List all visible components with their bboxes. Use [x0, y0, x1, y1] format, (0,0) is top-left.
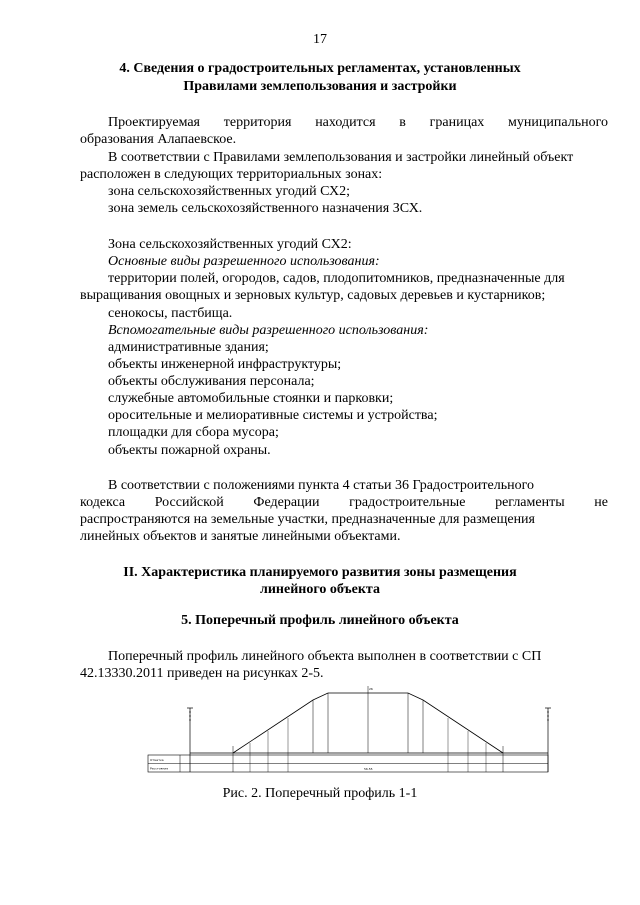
- para3-word: кодекса: [80, 495, 126, 510]
- part2-heading-line1: II. Характеристика планируемого развития зоны размещения: [123, 565, 517, 580]
- para1-word: в: [399, 115, 406, 130]
- section5-heading: 5. Поперечный профиль линейного объекта: [181, 613, 459, 628]
- table-row-label-top: Отметка: [150, 758, 164, 762]
- para3-word: градостроительные: [349, 495, 466, 510]
- para3-word: не: [594, 495, 608, 510]
- para3-line1: В соответствии с положениями пункта 4 статьи 36 Градостроительного: [108, 478, 535, 493]
- table-row-label-bottom: Расстояние: [150, 766, 169, 771]
- aux-use-item: площадки для сбора мусора;: [108, 425, 279, 440]
- aux-use-item: объекты инженерной инфраструктуры;: [108, 357, 342, 372]
- para1-word: Проектируемая: [108, 115, 200, 130]
- para3-line3: распространяются на земельные участки, предназначенные для размещения: [80, 512, 535, 527]
- main-uses-title: Основные виды разрешенного использования:: [108, 254, 380, 269]
- aux-use-item: объекты пожарной охраны.: [108, 443, 271, 458]
- zone-item-2: зона земель сельскохозяйственного назначения ЗСХ.: [108, 201, 423, 216]
- aux-use-item: объекты обслуживания персонала;: [108, 374, 315, 389]
- para1-word: границах: [429, 115, 485, 130]
- zone-item-1: зона сельскохозяйственных угодий СХ2;: [108, 184, 351, 199]
- section5-para-line2: 42.13330.2011 приведен на рисунках 2-5.: [80, 666, 324, 681]
- left-axis-marker: [187, 708, 193, 772]
- main-use-1-line2: выращивания овощных и зерновых культур, садовых деревьев и кустарников;: [80, 288, 546, 303]
- para1-line1: [108, 114, 608, 131]
- section4-heading-line1: 4. Сведения о градостроительных регламентах, установленных: [119, 61, 521, 76]
- aux-use-item: административные здания;: [108, 340, 269, 355]
- para3-line4: линейных объектов и занятые линейными объектами.: [80, 529, 401, 544]
- page-number: 17: [313, 32, 327, 47]
- para3-word: регламенты: [495, 495, 565, 510]
- para3-word: Российской: [154, 495, 224, 510]
- para2-line2: расположен в следующих территориальных зонах:: [80, 167, 383, 182]
- section4-heading-line2: Правилами землепользования и застройки: [183, 79, 457, 94]
- figure-caption: Рис. 2. Поперечный профиль 1-1: [222, 786, 418, 801]
- para1-line2: образования Алапаевское.: [80, 132, 237, 147]
- main-use-1-line1: территории полей, огородов, садов, плодопитомников, предназначенные для: [108, 271, 565, 286]
- aux-uses-title: Вспомогательные виды разрешенного использования:: [108, 323, 429, 338]
- cross-section-drawing: [138, 686, 560, 776]
- main-use-2: сенокосы, пастбища.: [108, 306, 233, 321]
- para1-word: находится: [315, 115, 376, 130]
- aux-use-item: служебные автомобильные стоянки и парковки;: [108, 391, 394, 406]
- para3-line2: [80, 494, 608, 511]
- part2-heading-line2: линейного объекта: [260, 582, 380, 597]
- para1-word: территория: [223, 115, 292, 130]
- section5-para-line1: Поперечный профиль линейного объекта выполнен в соответствии с СП: [108, 649, 542, 664]
- para2-line1: В соответствии с Правилами землепользования и застройки линейный объект: [108, 150, 574, 165]
- para3-word: Федерации: [253, 495, 320, 510]
- profile-table: [148, 755, 548, 772]
- aux-use-item: оросительные и мелиоративные системы и устройства;: [108, 408, 438, 423]
- para1-word: муниципального: [508, 115, 608, 130]
- crest-label: 26: [369, 687, 373, 691]
- crest-verticals: [313, 686, 423, 753]
- table-total-distance: 56.55: [364, 767, 373, 771]
- zone-title: Зона сельскохозяйственных угодий СХ2:: [108, 237, 352, 252]
